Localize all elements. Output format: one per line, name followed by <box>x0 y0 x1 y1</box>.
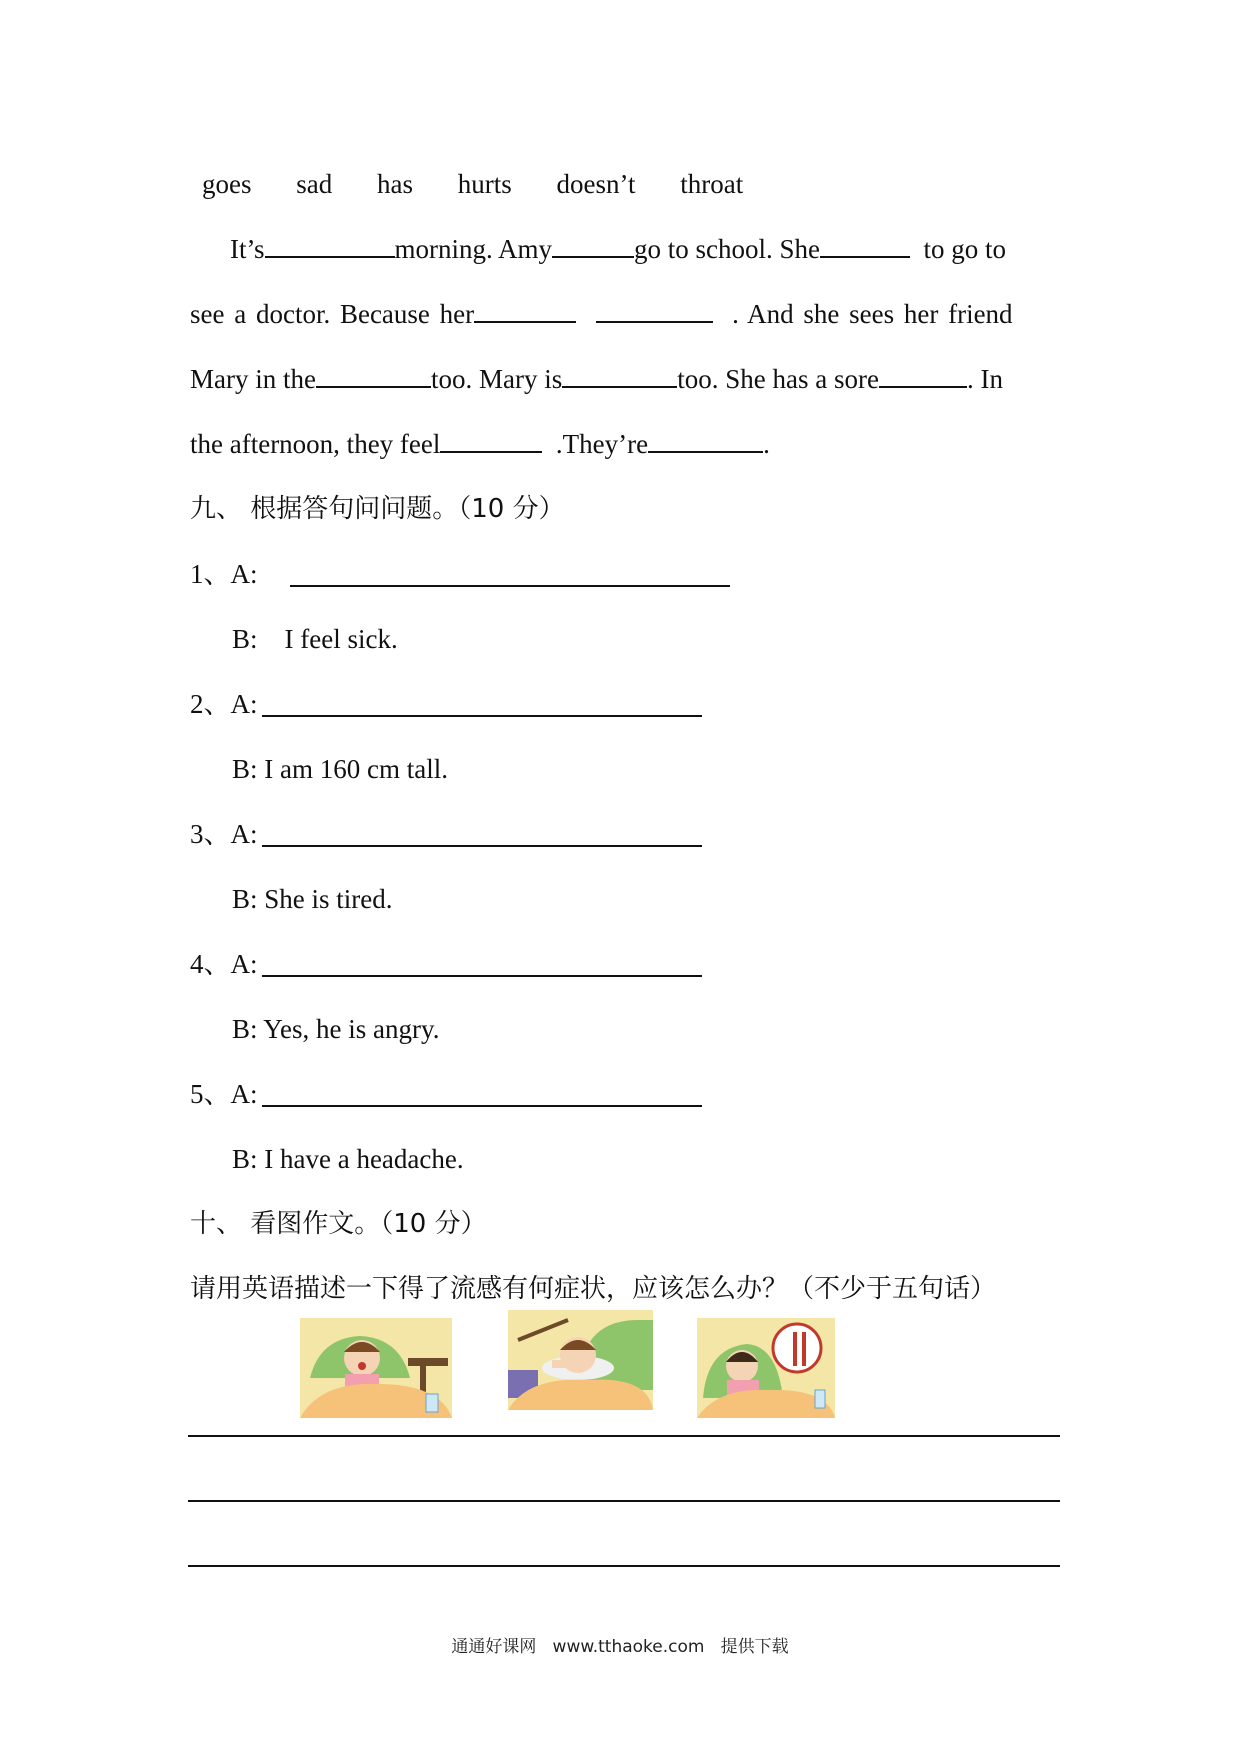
word-bank-item: doesn’t <box>556 169 636 199</box>
q1-answer-line[interactable] <box>290 585 730 587</box>
fill-blank[interactable] <box>562 362 677 388</box>
q4-response: B: Yes, he is angry. <box>232 1014 440 1044</box>
headache-boy-in-bed-picture <box>508 1310 653 1410</box>
q3-response: B: She is tired. <box>232 884 393 914</box>
q5-response: B: I have a headache. <box>232 1144 464 1174</box>
q2-answer-line[interactable] <box>262 715 702 717</box>
q2-label: 2、A: <box>190 689 258 719</box>
fill-blank[interactable] <box>265 232 395 258</box>
word-bank-item: has <box>377 169 413 199</box>
fill-blank[interactable] <box>879 362 967 388</box>
q1-response: B: I feel sick. <box>232 624 398 654</box>
section-9-heading: 九、 根据答句问问题。（10 分） <box>190 494 565 524</box>
fill-blank[interactable] <box>316 362 431 388</box>
q4-label: 4、A: <box>190 949 258 979</box>
passage-line-1: It’s morning. Amy go to school. She to go to <box>230 234 1007 264</box>
page-footer: 通通好课网 www.tthaoke.com 提供下载 <box>451 1637 789 1657</box>
fill-blank[interactable] <box>440 427 542 453</box>
section-10-instruction: 请用英语描述一下得了流感有何症状，应该怎么办？（不少于五句话） <box>190 1274 997 1304</box>
passage-line-2: see a doctor. Because her . And she sees her friend <box>190 299 1013 329</box>
q5-label: 5、A: <box>190 1079 258 1109</box>
passage-line-4: the afternoon, they feel .They’re . <box>190 429 770 459</box>
fill-blank[interactable] <box>552 232 634 258</box>
q3-label: 3、A: <box>190 819 258 849</box>
q2-response: B: I am 160 cm tall. <box>232 754 448 784</box>
word-bank-item: hurts <box>457 169 512 199</box>
q5-answer-line[interactable] <box>262 1105 702 1107</box>
fill-blank[interactable] <box>596 297 713 323</box>
word-bank <box>202 167 781 201</box>
word-bank-item: goes <box>202 169 252 199</box>
section-10-heading: 十、 看图作文。（10 分） <box>190 1209 487 1239</box>
q3-answer-line[interactable] <box>262 845 702 847</box>
fill-blank[interactable] <box>820 232 910 258</box>
q4-answer-line[interactable] <box>262 975 702 977</box>
q1-label: 1、A: <box>190 559 258 589</box>
sick-boy-in-bed-picture <box>300 1318 452 1418</box>
fill-blank[interactable] <box>474 297 576 323</box>
passage-line-3: Mary in the too. Mary is too. She has a sore . In <box>190 364 1003 394</box>
word-bank-item: throat <box>680 169 744 199</box>
writing-line-1[interactable] <box>188 1435 1060 1437</box>
sick-girl-with-thermometer-picture <box>697 1318 835 1418</box>
writing-line-3[interactable] <box>188 1565 1060 1567</box>
fill-blank[interactable] <box>648 427 763 453</box>
writing-line-2[interactable] <box>188 1500 1060 1502</box>
word-bank-item: sad <box>296 169 333 199</box>
